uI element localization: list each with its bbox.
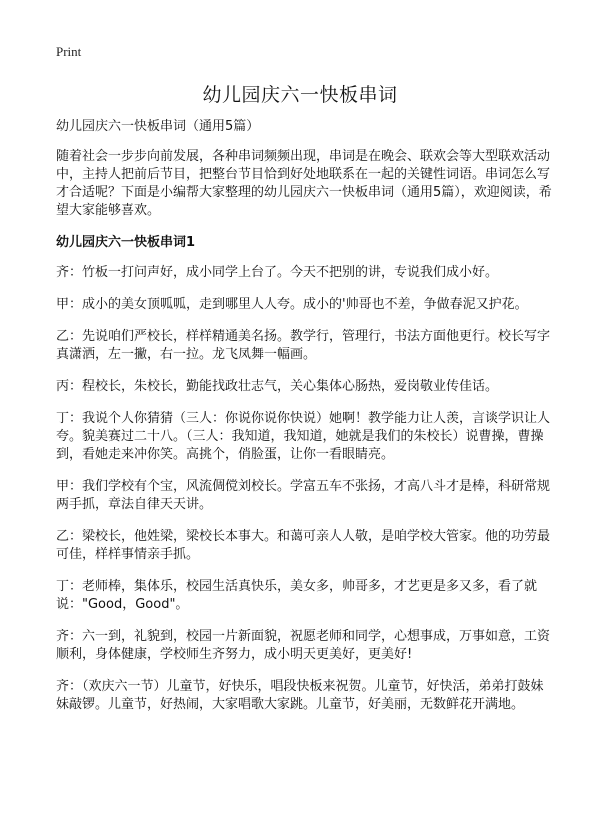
verse-paragraph: 齐：六一到，礼貌到，校园一片新面貌，祝愿老师和同学，心想事成，万事如意，工资顺利，身体健康，学校师生齐努力，成小明天更美好，更美好! (56, 629, 551, 662)
article-subtitle: 幼儿园庆六一快板串词（通用5篇） (56, 119, 260, 134)
verse-paragraph: 乙：梁校长，他姓梁，梁校长本事大。和蔼可亲人人敬，是咱学校大管家。他的功劳最可佳，样样事情亲手抓。 (56, 529, 551, 562)
verse-paragraph: 丙：程校长，朱校长，勤能找政壮志气，关心集体心肠热，爱岗敬业传佳话。 (56, 379, 499, 394)
verse-paragraph: 齐：（欢庆六一节）儿童节，好快乐，唱段快板来祝贺。儿童节，好快活，弟弟打鼓妹妹敲锣。儿童节，好热闹，大家唱歌大家跳。儿童节，好美丽，无数鲜花开满地。 (56, 679, 544, 712)
intro-paragraph: 随着社会一步步向前发展，各种串词频频出现，串词是在晚会、联欢会等大型联欢活动中，主持人把前后节目，把整台节目恰到好处地联系在一起的关键性词语。串词怎么写才合适呢？下面是小编帮大家整理的幼儿园庆六一快板串词（通用5篇），欢迎阅读，希望大家能够喜欢。 (56, 149, 552, 218)
verse-paragraph: 齐：竹板一打问声好，成小同学上台了。今天不把别的讲，专说我们成小好。 (56, 265, 499, 280)
verse-paragraph: 乙：先说咱们严校长，样样精通美名扬。教学行，管理行，书法方面他更行。校长写字真潇洒，左一撇，右一拉。龙飞凤舞一幅画。 (56, 329, 551, 362)
page-title: 幼儿园庆六一快板串词 (202, 84, 398, 106)
verse-paragraph: 丁：我说个人你猜猜（三人：你说你说你快说）她啊！教学能力让人羡，言谈学识让人夸。貌美赛过二十八。（三人：我知道，我知道，她就是我们的朱校长）说曹操，曹操到，看她走来冲你笑。高挑个，俏脸蛋，让你一看眼睛亮。 (56, 411, 551, 462)
print-link[interactable]: Print (56, 44, 82, 59)
section-heading: 幼儿园庆六一快板串词1 (56, 235, 196, 250)
verse-paragraph: 丁：老师棒，集体乐，校园生活真快乐，美女多，帅哥多，才艺更是多又多，看了就说："Good，Good"。 (56, 579, 538, 612)
verse-paragraph: 甲：成小的美女顶呱呱，走到哪里人人夸。成小的'帅哥也不差，争做春泥又护花。 (56, 297, 528, 312)
article-body (56, 118, 556, 728)
verse-paragraph: 甲：我们学校有个宝，风流倜傥刘校长。学富五车不张扬，才高八斗才是棒，科研常规两手抓，章法自律天天讲。 (56, 479, 551, 512)
